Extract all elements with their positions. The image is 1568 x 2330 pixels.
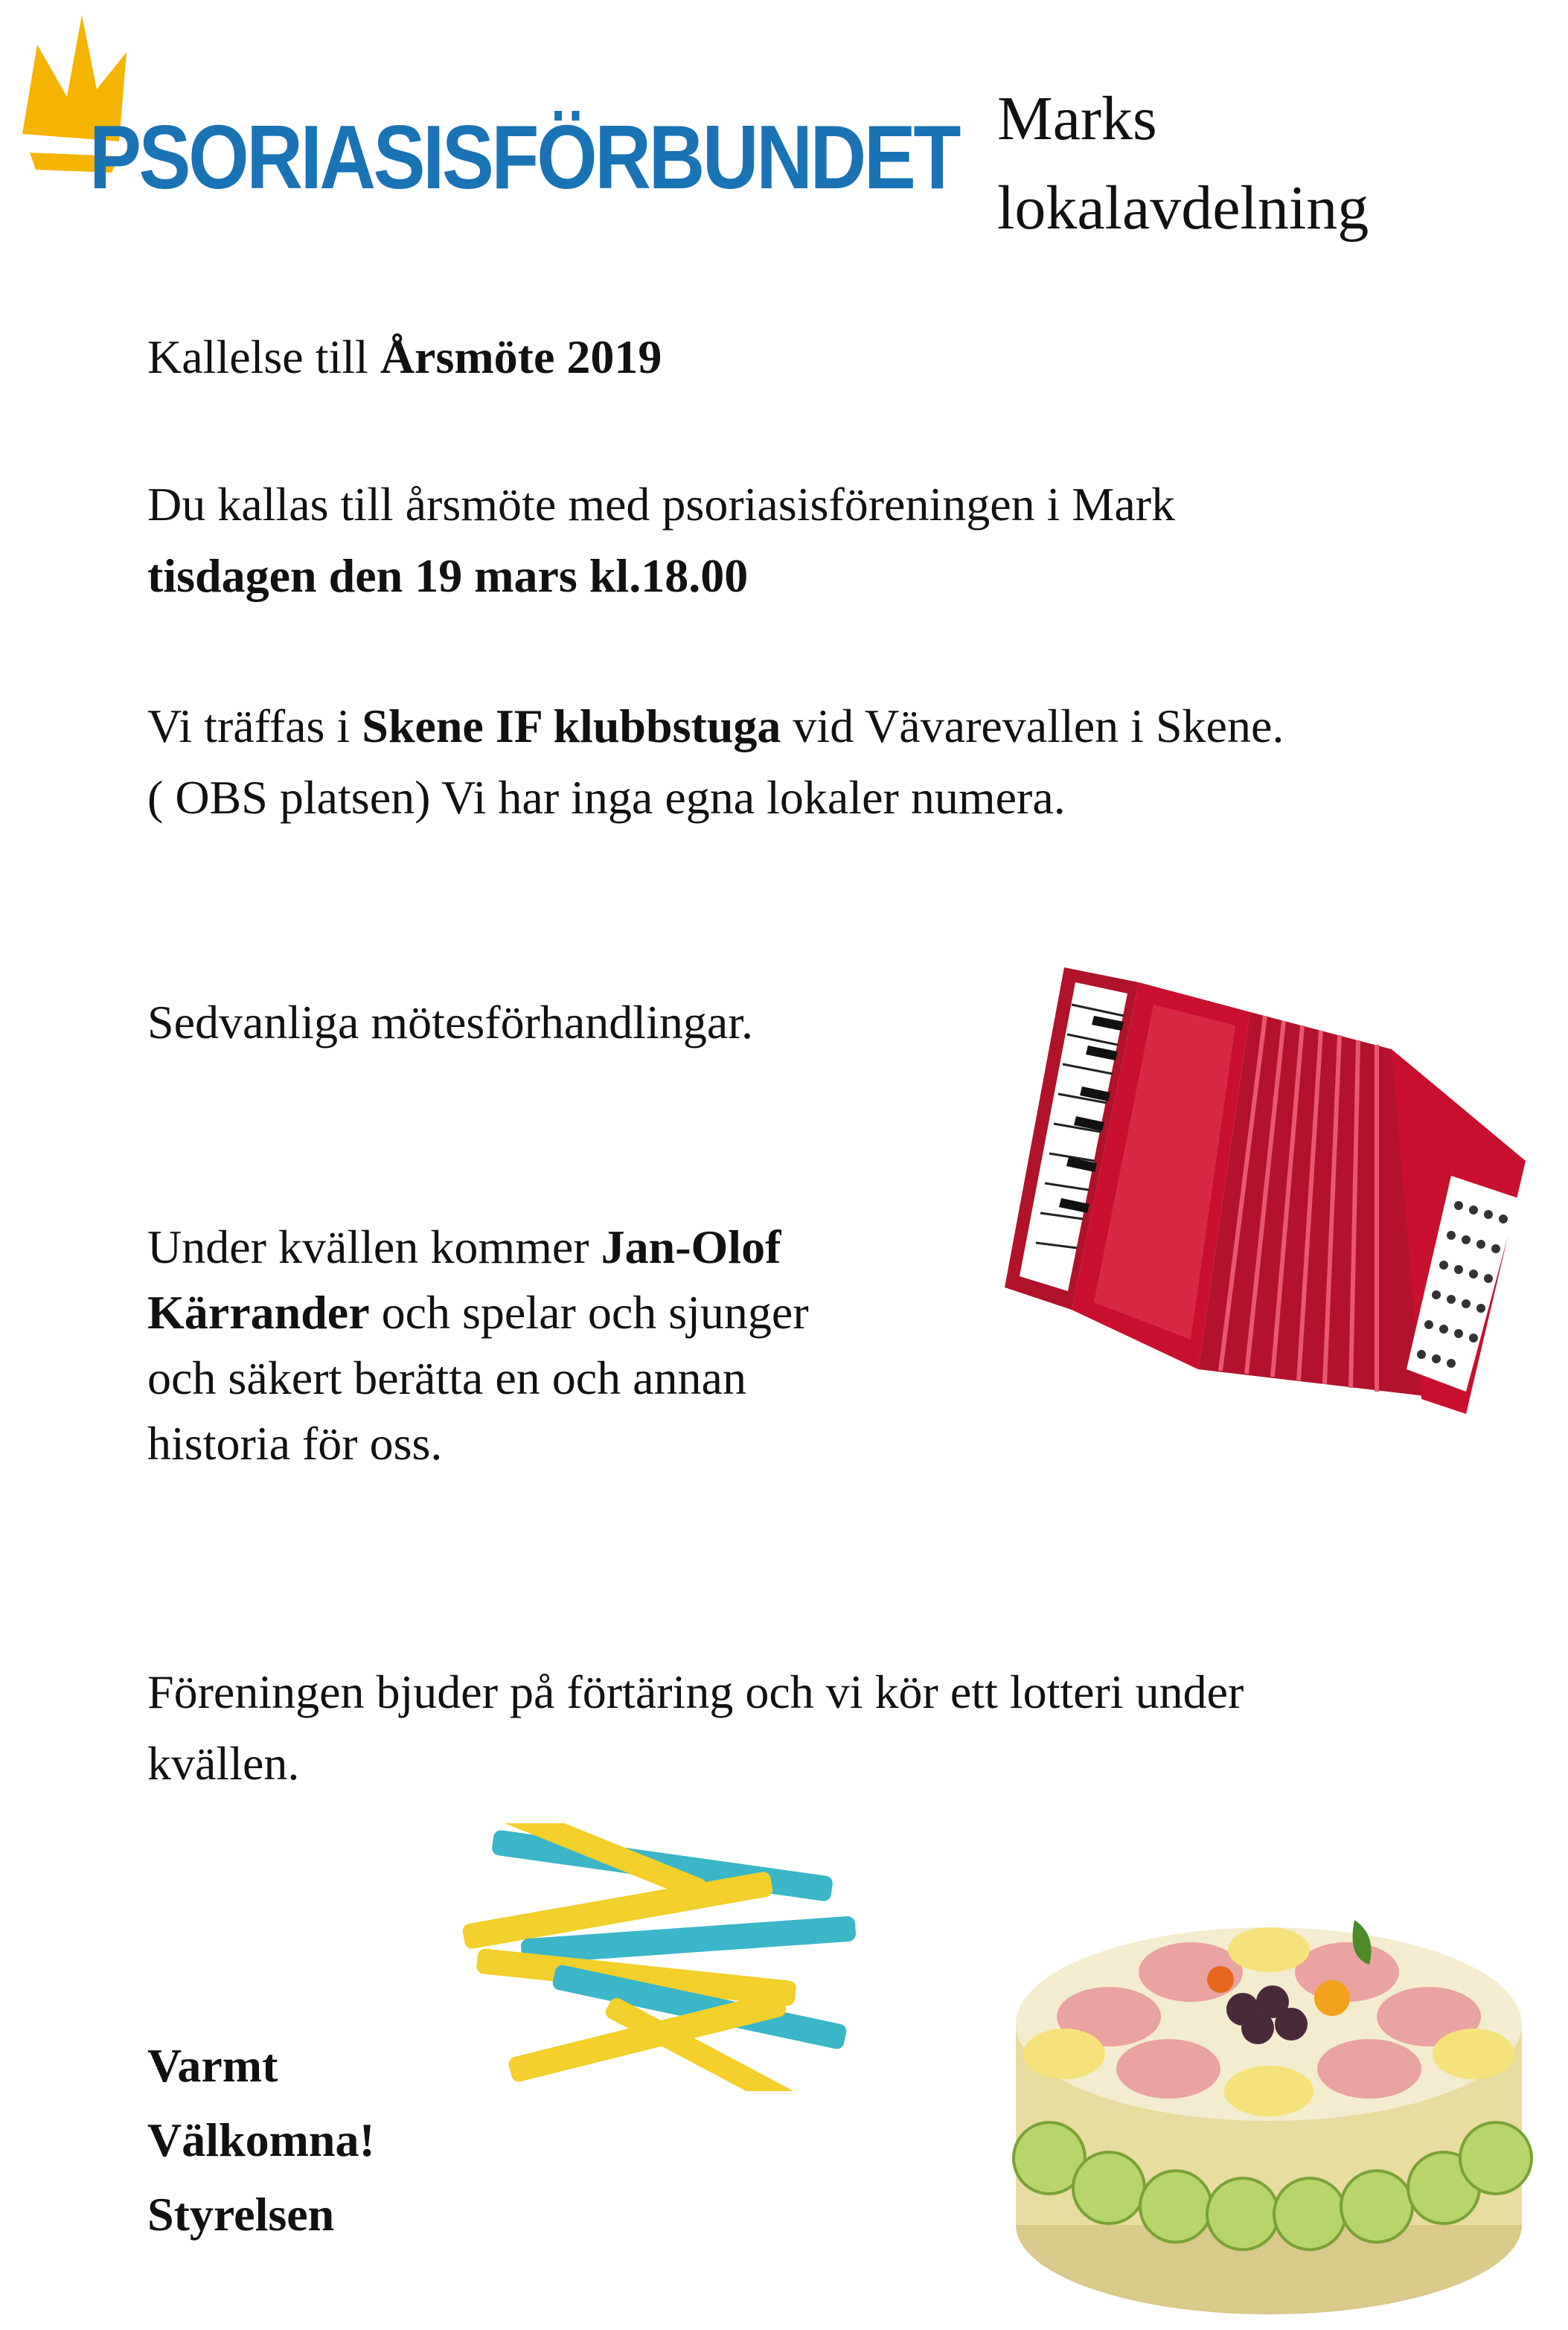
entertainment-line4: historia för oss. xyxy=(147,1417,443,1470)
greeting-line3: Styrelsen xyxy=(147,2188,335,2241)
venue-note: ( OBS platsen) Vi har inga egna lokaler numera. xyxy=(147,771,1066,824)
title-prefix: Kallelse till xyxy=(147,330,380,383)
page-title xyxy=(147,321,662,393)
org-name xyxy=(997,74,1369,253)
title-bold: Årsmöte 2019 xyxy=(380,330,662,383)
entertainment-line3: och säkert berätta en och annan xyxy=(147,1351,746,1404)
greeting-line1: Varmt xyxy=(147,2039,278,2092)
accordion-image xyxy=(1005,953,1548,1444)
org-name-line2: lokalavdelning xyxy=(997,173,1369,243)
greeting-line2: Välkomna! xyxy=(147,2113,375,2166)
performer-last-name: Kärrander xyxy=(147,1286,370,1339)
org-name-line1: Marks xyxy=(997,84,1157,153)
invite-date: tisdagen den 19 mars kl.18.00 xyxy=(147,549,749,602)
closing-greeting xyxy=(147,2029,375,2252)
entertainment-post: och spelar och sjunger xyxy=(369,1286,809,1339)
refreshments-line1: Föreningen bjuder på förtäring och vi kör ett lotteri under xyxy=(147,1665,1244,1718)
venue-name: Skene IF klubbstuga xyxy=(362,700,781,752)
agenda-text: Sedvanliga mötesförhandlingar. xyxy=(147,996,754,1049)
sandwich-cake-image xyxy=(997,1875,1540,2322)
psoriasisforbundet-logo xyxy=(7,0,959,223)
venue-pre: Vi träffas i xyxy=(147,700,362,752)
venue-post: vid Vävarevallen i Skene. xyxy=(781,700,1284,752)
entertainment-pre: Under kvällen kommer xyxy=(147,1220,601,1273)
invite-line1: Du kallas till årsmöte med psoriasisföreningen i Mark xyxy=(147,478,1176,531)
invite-paragraph xyxy=(147,469,1175,612)
logo-text: PSORIASISFÖRBUNDET xyxy=(89,106,959,208)
refreshments-line2: kvällen. xyxy=(147,1737,300,1790)
entertainment-paragraph xyxy=(147,1214,809,1476)
venue-paragraph xyxy=(147,691,1284,833)
refreshments-paragraph xyxy=(147,1657,1244,1799)
candy-sticks-image xyxy=(447,1823,878,2091)
performer-first-name: Jan-Olof xyxy=(601,1220,781,1273)
